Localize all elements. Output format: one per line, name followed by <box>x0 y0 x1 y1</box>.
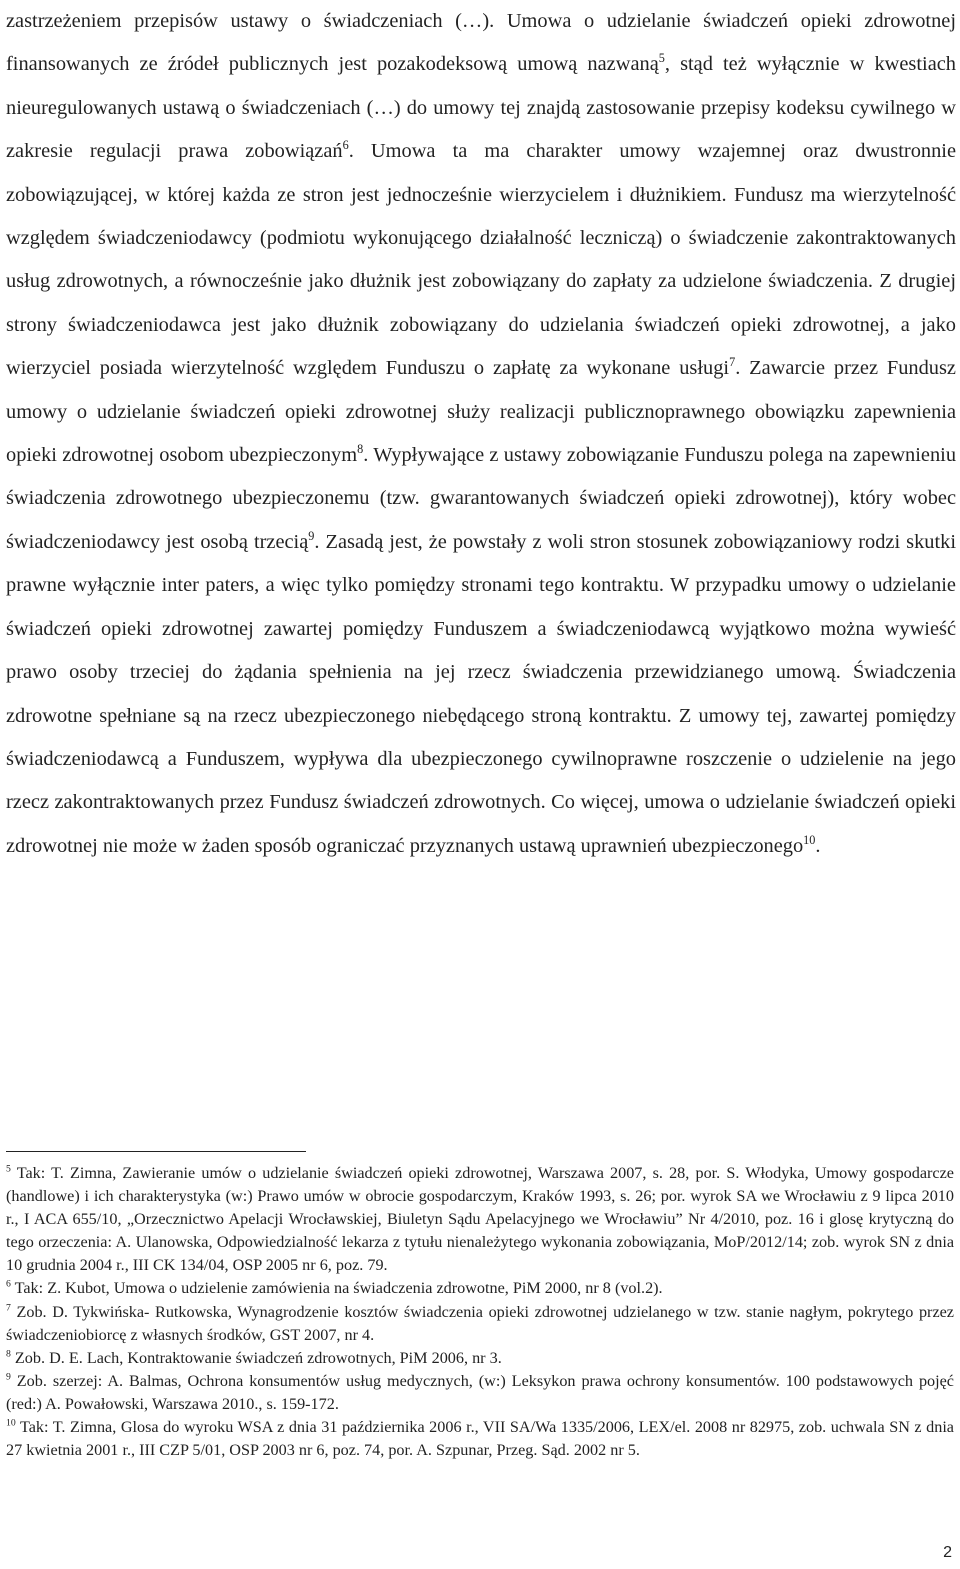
footnote-text: Tak: Z. Kubot, Umowa o udzielenie zamówienia na świadczenia zdrowotne, PiM 2000, nr 8 (vol.2). <box>10 1279 663 1298</box>
footnote-item <box>6 1162 954 1277</box>
body-text-segment: , stąd też wyłącznie w kwestiach nieuregulowanych ustawą o świadczeniach (…) do umowy tej znajdą zastosowanie przepisy kodeksu cywilnego w zakresie regulacji prawa zobowiązań <box>6 53 956 163</box>
footnote-text: Tak: T. Zimna, Glosa do wyroku WSA z dnia 31 października 2006 r., VII SA/Wa 1335/2006, LEX/el. 2008 nr 82975, zob. uchwala SN z dnia 27 kwietnia 2001 r., III CZP 5/01, OSP 2003 nr 6, poz. 74, por. A. Szpunar, Przeg. Sąd. 2002 nr 5. <box>6 1418 954 1460</box>
footnote-text: Tak: T. Zimna, Zawieranie umów o udzielanie świadczeń opieki zdrowotnej, Warszawa 2007, s. 28, por. S. Włodyka, Umowy gospodarcze (handlowe) i ich charakterystyka (w:) Prawo umów w obrocie gospodarczym, Kraków 1993, s. 26; por. wyrok SA we Wrocławiu z 9 lipca 2010 r., I ACA 655/10, „Orzecznictwo Apelacji Wrocławskiej, Biuletyn Sądu Apelacyjnego we Wrocławiu” Nr 4/2010, poz. 16 i glosę krytyczną do tego orzeczenia: A. Ulanowska, Odpowiedzialność lekarza z tytułu nienależytego wykonania zobowiązania, MoP/2012/14; zob. wyrok SN z dnia 10 grudnia 2004 r., III CK 134/04, OSP 2005 nr 6, poz. 79. <box>6 1164 954 1275</box>
footnote-number: 10 <box>6 1417 16 1429</box>
footnote-item <box>6 1347 954 1370</box>
footnote-ref[interactable]: 6 <box>342 138 349 153</box>
footnote-number: 6 <box>6 1279 11 1291</box>
footnote-text: Zob. D. E. Lach, Kontraktowanie świadczeń zdrowotnych, PiM 2006, nr 3. <box>10 1348 502 1367</box>
body-text-segment: . Zasadą jest, że powstały z woli stron stosunek zobowiązaniowy rodzi skutki prawne wyłącznie inter paters, a więc tylko pomiędzy stronami tego kontraktu. W przypadku umowy o udzielanie świadczeń opieki zdrowotnej zawartej pomiędzy Funduszem a świadczeniodawcą wyjątkowo można wywieść prawo osoby trzeciej do żądania spełnienia na jej rzecz świadczenia przewidzianego umową. Świadczenia zdrowotne spełniane są na rzecz ubezpieczonego niebędącego stroną kontraktu. Z umowy tej, zawartej pomiędzy świadczeniodawcą a Funduszem, wypływa dla ubezpieczonego cywilnoprawne roszczenie o udzielenie na jego rzecz zakontraktowanych przez Fundusz świadczeń zdrowotnych. Co więcej, umowa o udzielanie świadczeń opieki zdrowotnej nie może w żaden sposób ograniczać przyznanych ustawą uprawnień ubezpieczonego <box>6 530 956 857</box>
footnote-item <box>6 1301 954 1347</box>
page-number: 2 <box>943 1544 952 1561</box>
body-text-segment: zastrzeżeniem przepisów ustawy o świadczeniach (…). Umowa o udzielanie świadczeń opieki zdrowotnej finansowanych ze źródeł publicznych jest pozakodeksową umową nazwaną <box>6 10 956 76</box>
footnote-ref[interactable]: 7 <box>729 355 736 370</box>
footnote-ref[interactable]: 10 <box>803 832 816 847</box>
body-paragraph <box>6 0 956 868</box>
footnote-item <box>6 1370 954 1416</box>
footnote-item <box>6 1416 954 1462</box>
footnote-text: Zob. szerzej: A. Balmas, Ochrona konsumentów usług medycznych, (w:) Leksykon prawa ochrony konsumentów. 100 podstawowych pojęć (red:) A. Powałowski, Warszawa 2010., s. 159-172. <box>6 1371 954 1413</box>
body-text-segment: . Wypływające z ustawy zobowiązanie Funduszu polega na zapewnieniu świadczenia zdrowotnego ubezpieczonemu (tzw. gwarantowanych świadczeń opieki zdrowotnej), który wobec świadczeniodawcy jest osobą trzecią <box>6 444 957 553</box>
footnote-separator <box>6 1151 306 1152</box>
footnote-number: 5 <box>6 1163 11 1175</box>
footnote-ref[interactable]: 9 <box>308 529 315 544</box>
footnote-ref[interactable]: 8 <box>357 442 364 457</box>
footnote-number: 9 <box>6 1371 11 1383</box>
body-text-segment: . <box>815 834 821 857</box>
body-text-segment: . Umowa ta ma charakter umowy wzajemnej oraz dwustronnie zobowiązującej, w której każda ze stron jest jednocześnie wierzycielem i dłużnikiem. Fundusz ma wierzytelność względem świadczeniodawcy (podmiotu wykonującego działalność leczniczą) o świadczenie zakontraktowanych usług zdrowotnych, a równocześnie jako dłużnik jest zobowiązany do zapłaty za udzielone świadczenia. Z drugiej strony świadczeniodawca jest jako dłużnik zobowiązany do udzielania świadczeń opieki zdrowotnej, a jako wierzyciel posiada wierzytelność względem Funduszu o zapłatę za wykonane usługi <box>6 140 956 380</box>
footnotes <box>6 1162 954 1462</box>
footnote-ref[interactable]: 5 <box>658 51 665 66</box>
footnote-number: 7 <box>6 1302 11 1314</box>
footnote-text: Zob. D. Tykwińska- Rutkowska, Wynagrodzenie kosztów świadczenia opieki zdrowotnej udzielanego w tzw. stanie nagłym, pokrytego przez świadczeniobiorcę z własnych środków, GST 2007, nr 4. <box>6 1302 954 1344</box>
footnote-item <box>6 1277 954 1300</box>
footnote-number: 8 <box>6 1348 11 1360</box>
body-text-segment: . Zawarcie przez Fundusz umowy o udzielanie świadczeń opieki zdrowotnej służy realizacji publicznoprawnego obowiązku zapewnienia opieki zdrowotnej osobom ubezpieczonym <box>6 357 956 467</box>
